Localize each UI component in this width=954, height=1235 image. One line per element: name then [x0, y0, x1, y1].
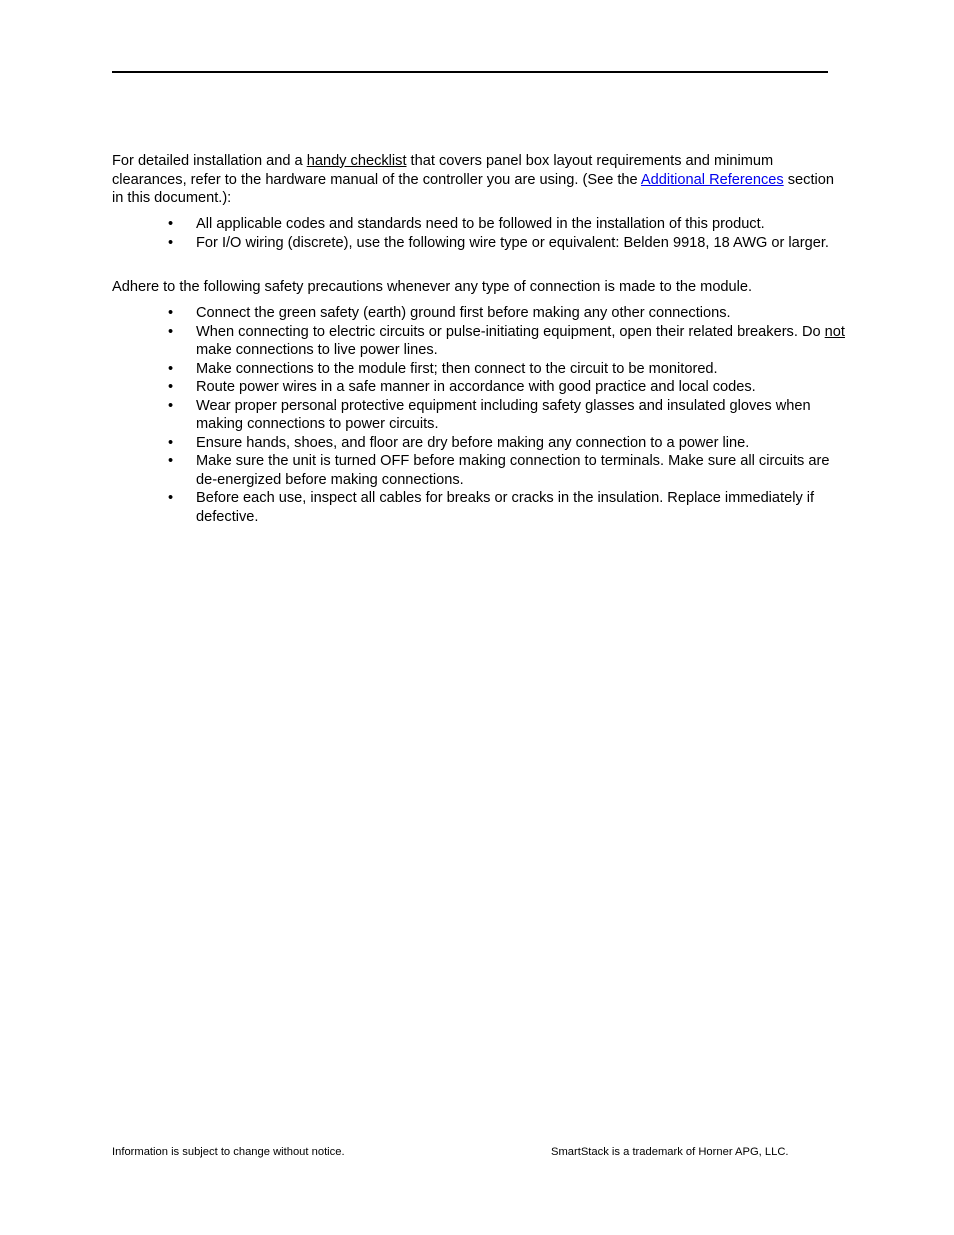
- intro-text-1: For detailed installation and a: [112, 153, 307, 169]
- handy-checklist-text: handy checklist: [306, 153, 407, 169]
- not-emphasis: not: [824, 323, 845, 340]
- list-item: [0, 452, 846, 489]
- list-item: [0, 234, 846, 253]
- installation-list: [0, 215, 954, 252]
- list-item-text: Before each use, inspect all cables for breaks or cracks in the insulation. Replace immediately if defective.: [196, 490, 815, 525]
- bullet-icon: •: [168, 490, 174, 506]
- list-item: [0, 323, 846, 360]
- bullet-icon: •: [168, 434, 174, 451]
- additional-references-link[interactable]: Additional References: [640, 171, 784, 188]
- list-item-text: Make connections to the module first; then connect to the circuit to be monitored.: [196, 360, 718, 377]
- footer-trademark-note: SmartStack is a trademark of Horner APG, LLC.: [551, 1146, 789, 1158]
- intro-text-3: section in this document.):: [112, 171, 834, 206]
- list-item-text: make connections to live power lines.: [196, 342, 438, 358]
- list-item-text: Route power wires in a safe manner in accordance with good practice and local codes.: [196, 379, 756, 395]
- list-item-text: Wear proper personal protective equipment including safety glasses and insulated gloves when making connections to power circuits.: [196, 397, 811, 432]
- list-item-text: Ensure hands, shoes, and floor are dry before making any connection to a power line.: [196, 434, 750, 451]
- list-item: [0, 304, 846, 323]
- bullet-icon: •: [168, 360, 174, 377]
- list-item: [0, 434, 846, 453]
- list-item-text: When connecting to electric circuits or pulse-initiating equipment, open their related breakers. Do: [196, 323, 825, 340]
- list-item: [0, 360, 846, 379]
- bullet-icon: •: [168, 305, 174, 321]
- bullet-icon: •: [168, 234, 174, 251]
- list-item-text: Connect the green safety (earth) ground first before making any other connections.: [196, 305, 731, 321]
- footer-left-note: Information is subject to change without notice.: [112, 1146, 345, 1158]
- list-item-text: Make sure the unit is turned OFF before making connection to terminals. Make sure all circuits are de-energized before making connections.: [196, 453, 830, 488]
- intro-paragraph: [112, 152, 842, 208]
- list-item: [0, 397, 846, 434]
- bullet-icon: •: [168, 453, 174, 469]
- safety-intro-paragraph: Adhere to the following safety precautions whenever any type of connection is made to the module.: [112, 279, 753, 295]
- list-item: [0, 489, 846, 526]
- intro-text-2: that covers panel box layout requirements and minimum clearances, refer to the hardware manual of the controller you are using. (See the: [112, 153, 774, 188]
- list-item-text: All applicable codes and standards need to be followed in the installation of this product.: [196, 216, 765, 232]
- list-item-text: For I/O wiring (discrete), use the following wire type or equivalent: Belden 9918, 18 AWG or larger.: [196, 234, 829, 251]
- bullet-icon: •: [168, 379, 174, 395]
- list-item: [0, 378, 846, 397]
- bullet-icon: •: [168, 397, 174, 414]
- bullet-icon: •: [168, 216, 174, 232]
- list-item: [0, 215, 846, 234]
- header-rule: [112, 71, 828, 73]
- bullet-icon: •: [168, 323, 174, 340]
- safety-list: [0, 304, 954, 526]
